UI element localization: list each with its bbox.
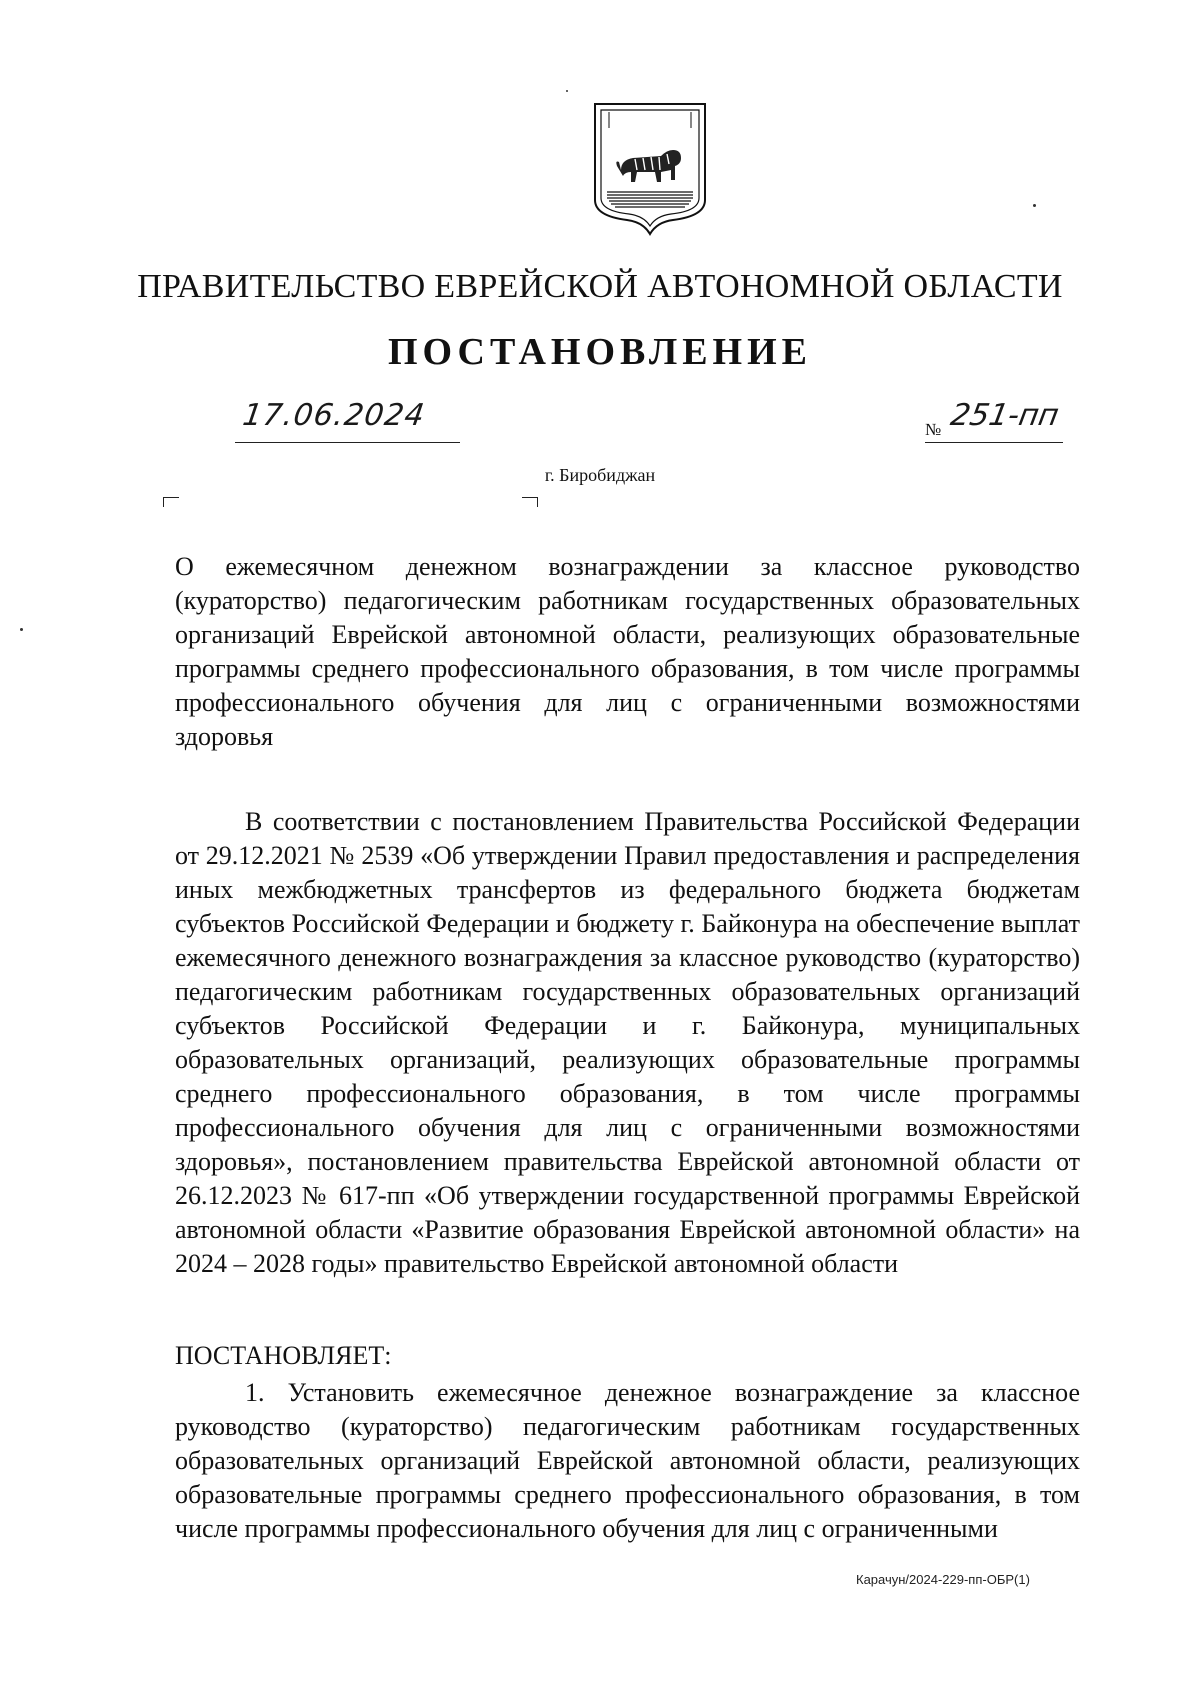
government-title: ПРАВИТЕЛЬСТВО ЕВРЕЙСКОЙ АВТОНОМНОЙ ОБЛАСТИ [137, 268, 1063, 305]
scan-speck [1033, 204, 1036, 207]
scan-speck [566, 90, 568, 92]
subject-corner-right [522, 497, 538, 507]
subject-corner-left [163, 497, 179, 507]
scan-speck [20, 628, 23, 631]
city-label: г. Биробиджан [544, 465, 656, 485]
document-type-title: ПОСТАНОВЛЕНИЕ [387, 331, 813, 373]
coat-of-arms-icon [591, 100, 709, 236]
footer-code: Карачун/2024-229-пп-ОБР(1) [856, 1572, 1030, 1587]
number-field [925, 398, 1063, 443]
document-subject: О ежемесячном денежном вознаграждении за классное руководство (кураторство) педагогическим работникам государственных образовательных организаций Еврейской автономной области, реализующих образовательные программы среднего профессионального образования, в том числе программы профессионального обучения для лиц с ограниченными возможностями здоровья [175, 552, 1080, 751]
decree-word: ПОСТАНОВЛЯЕТ: [175, 1341, 392, 1370]
date-field [235, 398, 460, 443]
number-label: № [925, 420, 942, 439]
item-1-paragraph: 1. Установить ежемесячное денежное вознаграждение за классное руководство (кураторство) педагогическим работникам государственных образовательных организаций Еврейской автономной области, реализующих образовательные программы среднего профессионального образования, в том числе программы профессионального обучения для лиц с ограниченными [175, 1378, 1080, 1543]
preamble-paragraph: В соответствии с постановлением Правительства Российской Федерации от 29.12.2021 № 2539 «Об утверждении Правил предоставления и распределения иных межбюджетных трансфертов из федерального бюджета бюджетам субъектов Российской Федерации и бюджету г. Байконура на обеспечение выплат ежемесячного денежного вознаграждения за классное руководство (кураторство) педагогическим работникам государственных образовательных организаций субъектов Российской Федерации и г. Байконура, муниципальных образовательных организаций, реализующих образовательные программы среднего профессионального образования, в том числе программы профессионального обучения для лиц с ограниченными возможностями здоровья», постановлением правительства Еврейской автономной области от 26.12.2023 № 617-пп «Об утверждении государственной программы Еврейской автономной области «Развитие образования Еврейской автономной области» на 2024 – 2028 годы» правительство Еврейской автономной области [175, 807, 1080, 1278]
number-handwritten: 251-пп [947, 398, 1062, 433]
date-handwritten: 17.06.2024 [240, 398, 428, 433]
